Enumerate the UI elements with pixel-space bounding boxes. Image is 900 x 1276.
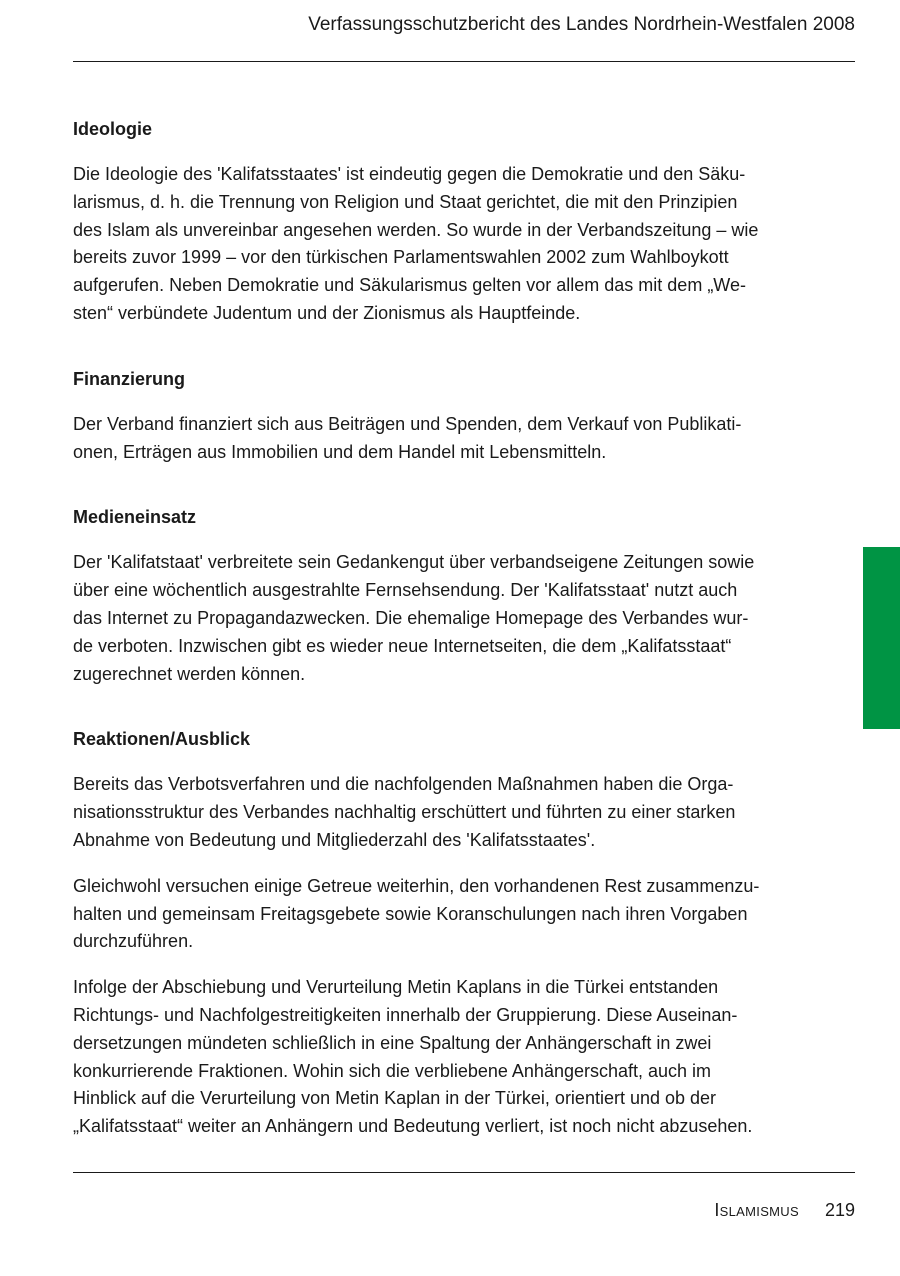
paragraph-reaktionen-1: Bereits das Verbotsverfahren und die nachfolgenden Maßnahmen haben die Orga- nisationsstruktur des Verbandes nachhaltig erschüttert und führten zu einer starken Abnahme von Bedeutung und Mitgliederzahl des 'Kalifatsstaates'. (73, 774, 736, 850)
page-header-title: Verfassungsschutzbericht des Landes Nordrhein-Westfalen 2008 (308, 14, 855, 35)
page-number: 219 (824, 1200, 855, 1220)
paragraph-reaktionen-3: Infolge der Abschiebung und Verurteilung Metin Kaplans in die Türkei entstanden Richtungs- und Nachfolgestreitigkeiten innerhalb der Gruppierung. Diese Auseinan- dersetzungen mündeten schließlich in eine Spaltung der Anhängerschaft in zwei konkurrierende Fraktionen. Wohin sich die verbliebene Anhängerschaft, auch im Hinblick auf die Verurteilung von Metin Kaplan in der Türkei, orientiert und ob der „Kalifatsstaat“ weiter an Anhängern und Bedeutung verliert, ist noch nicht abzusehen. (73, 977, 753, 1137)
section-heading-finanzierung: Finanzierung (73, 368, 185, 389)
paragraph-medieneinsatz: Der 'Kalifatstaat' verbreitete sein Gedankengut über verbandseigene Zeitungen sowie über eine wöchentlich ausgestrahlte Fernsehsendung. Der 'Kalifatsstaat' nutzt auch das Internet zu Propagandazwecken. Die ehemalige Homepage des Verbandes wur- de verboten. Inzwischen gibt es wieder neue Internetseiten, die dem „Kalifatsstaat“ zugerechnet werden können. (73, 552, 755, 684)
section-heading-reaktionen: Reaktionen/Ausblick (73, 729, 251, 750)
main-content (73, 116, 818, 1141)
paragraph-ideologie: Die Ideologie des 'Kalifatsstaates' ist eindeutig gegen die Demokratie und den Säku- larismus, d. h. die Trennung von Religion und Staat gerichtet, die mit den Prinzipien des Islam als unvereinbar angesehen werden. So wurde in der Verbandszeitung – wie bereits zuvor 1999 – vor den türkischen Parlamentswahlen 2002 zum Wahlboykott aufgerufen. Neben Demokratie und Säkularismus gelten vor allem das mit dem „We- sten“ verbündete Judentum und der Zionismus als Hauptfeinde. (73, 164, 759, 323)
header-rule (73, 61, 855, 62)
section-heading-medieneinsatz: Medieneinsatz (73, 507, 197, 528)
footer-section-name: Islamismus (714, 1200, 799, 1220)
page-footer (714, 1198, 855, 1222)
footer-rule (73, 1172, 855, 1173)
paragraph-reaktionen-2: Gleichwohl versuchen einige Getreue weiterhin, den vorhandenen Rest zusammenzu- halten und gemeinsam Freitagsgebete sowie Koranschulungen nach ihren Vorgaben durchzuführen. (73, 875, 760, 952)
section-heading-ideologie: Ideologie (73, 119, 153, 139)
paragraph-finanzierung: Der Verband finanziert sich aus Beiträgen und Spenden, dem Verkauf von Publikati- onen, Erträgen aus Immobilien und dem Handel mit Lebensmitteln. (73, 413, 742, 462)
chapter-tab-marker (863, 547, 900, 729)
